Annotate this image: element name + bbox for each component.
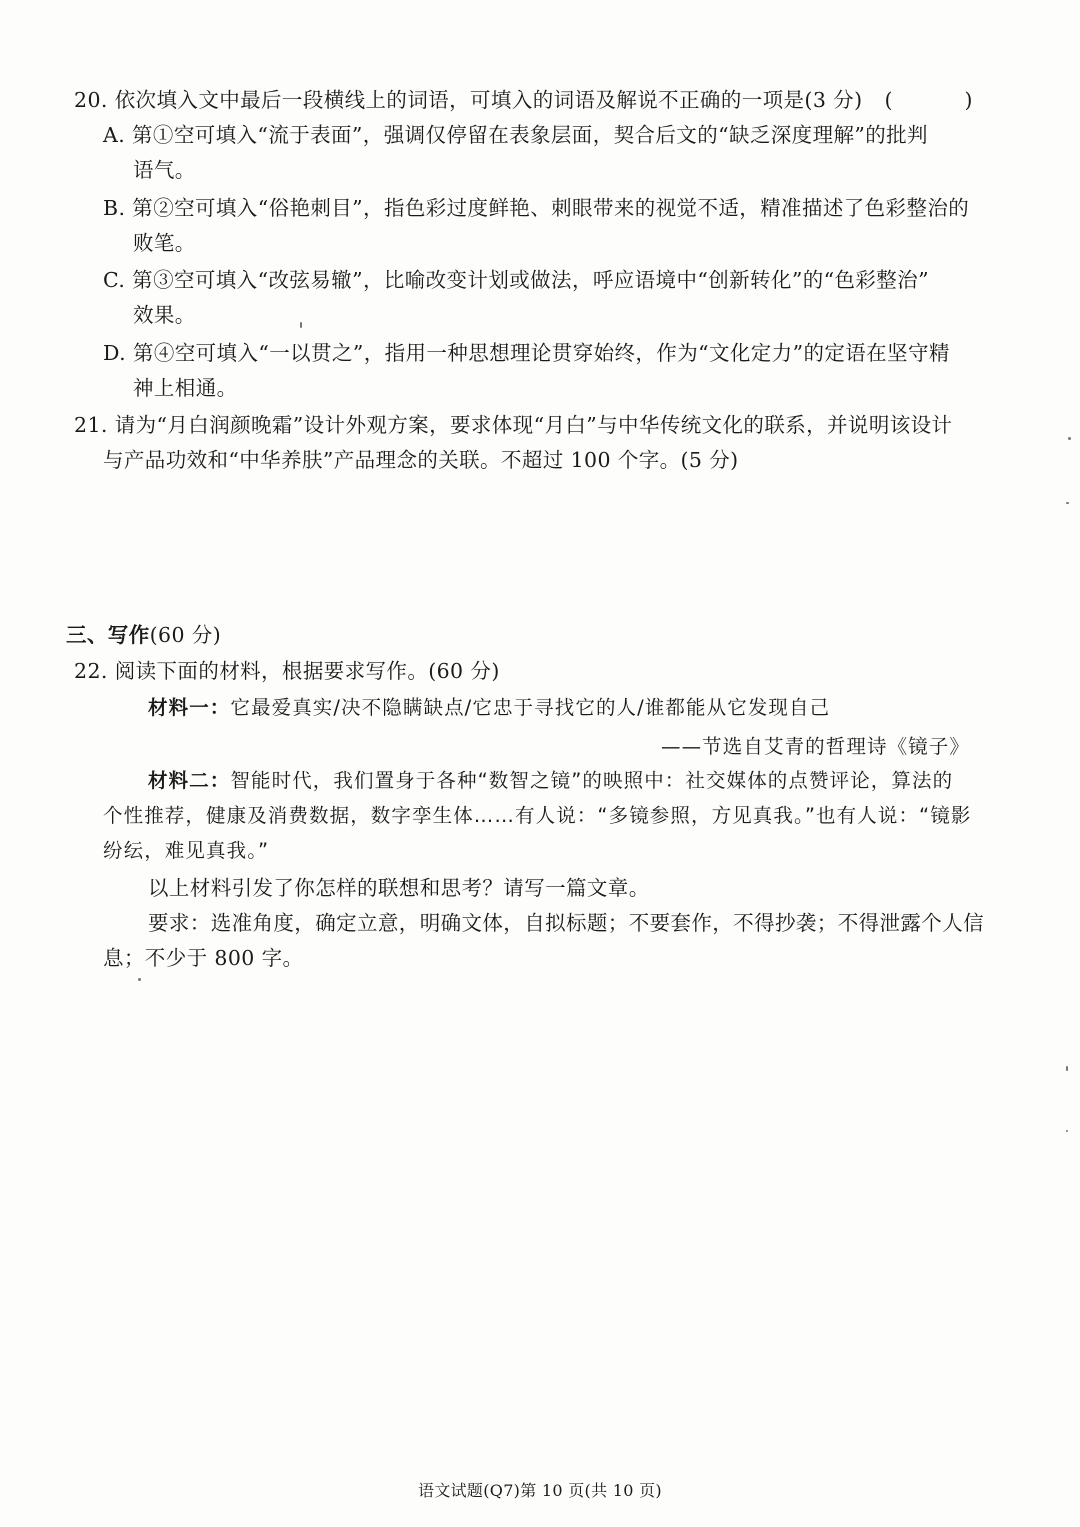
bracket-open: ( bbox=[884, 88, 893, 112]
question-21-line1: 21. 请为“月白润颜晚霜”设计外观方案，要求体现“月白”与中华传统文化的联系，并说明该设计 bbox=[74, 413, 953, 437]
page-footer: 语文试题(Q7)第 10 页(共 10 页) bbox=[418, 1481, 662, 1500]
option-b-line2: 败笔。 bbox=[133, 231, 196, 255]
writing-prompt: 以上材料引发了你怎样的联想和思考？请写一篇文章。 bbox=[148, 876, 650, 900]
question-21-line2: 与产品功效和“中华养肤”产品理念的关联。不超过 100 个字。(5 分) bbox=[103, 448, 739, 472]
scan-speck bbox=[138, 978, 141, 981]
section-3-title: 三、写作 bbox=[66, 623, 150, 647]
section-3-heading bbox=[66, 621, 221, 649]
option-d-line2: 神上相通。 bbox=[133, 376, 238, 400]
option-a-line2: 语气。 bbox=[133, 158, 196, 182]
material-2-line2: 个性推荐，健康及消费数据，数字孪生体……有人说：“多镜参照，方见真我。”也有人说：“镜影 bbox=[103, 804, 972, 827]
scan-speck bbox=[1066, 502, 1069, 504]
bracket-close: ) bbox=[964, 88, 973, 112]
question-20-text: 20. 依次填入文中最后一段横线上的词语，可填入的词语及解说不正确的一项是(3 分) bbox=[74, 88, 863, 112]
material-2-label: 材料二： bbox=[148, 769, 231, 792]
scan-speck bbox=[1066, 1066, 1068, 1071]
material-1-text: 它最爱真实/决不隐瞒缺点/它忠于寻找它的人/谁都能从它发现自己 bbox=[230, 696, 831, 719]
material-1-source: ——节选自艾青的哲理诗《镜子》 bbox=[660, 735, 970, 758]
material-2-text-line1: 智能时代，我们置身于各种“数智之镜”的映照中：社交媒体的点赞评论，算法的 bbox=[230, 769, 954, 792]
option-b-line1: B. 第②空可填入“俗艳刺目”，指色彩过度鲜艳、刺眼带来的视觉不适，精准描述了色彩整治的 bbox=[103, 196, 970, 220]
material-2-line3: 纷纭，难见真我。” bbox=[103, 839, 270, 862]
option-a-line1: A. 第①空可填入“流于表面”，强调仅停留在表象层面，契合后文的“缺乏深度理解”的批判 bbox=[103, 123, 928, 147]
question-22-stem: 22. 阅读下面的材料，根据要求写作。(60 分) bbox=[74, 659, 500, 683]
option-d-line1: D. 第④空可填入“一以贯之”，指用一种思想理论贯穿始终，作为“文化定力”的定语在坚守精 bbox=[103, 341, 950, 365]
scan-speck bbox=[300, 322, 302, 328]
material-1 bbox=[148, 694, 830, 722]
material-2-line1 bbox=[148, 767, 953, 795]
section-3-points: (60 分) bbox=[149, 623, 222, 647]
material-1-label: 材料一： bbox=[148, 696, 231, 719]
answer-bracket bbox=[884, 86, 972, 114]
scan-speck bbox=[1066, 1130, 1068, 1132]
question-20-stem bbox=[74, 86, 972, 114]
option-c-line1: C. 第③空可填入“改弦易辙”，比喻改变计划或做法，呼应语境中“创新转化”的“色彩整治” bbox=[103, 268, 929, 292]
requirement-line2: 息；不少于 800 字。 bbox=[103, 946, 304, 970]
option-c-line2: 效果。 bbox=[133, 303, 196, 327]
requirement-line1: 要求：选准角度，确定立意，明确文体，自拟标题；不要套作，不得抄袭；不得泄露个人信 bbox=[148, 911, 984, 935]
scan-speck bbox=[1068, 437, 1071, 440]
